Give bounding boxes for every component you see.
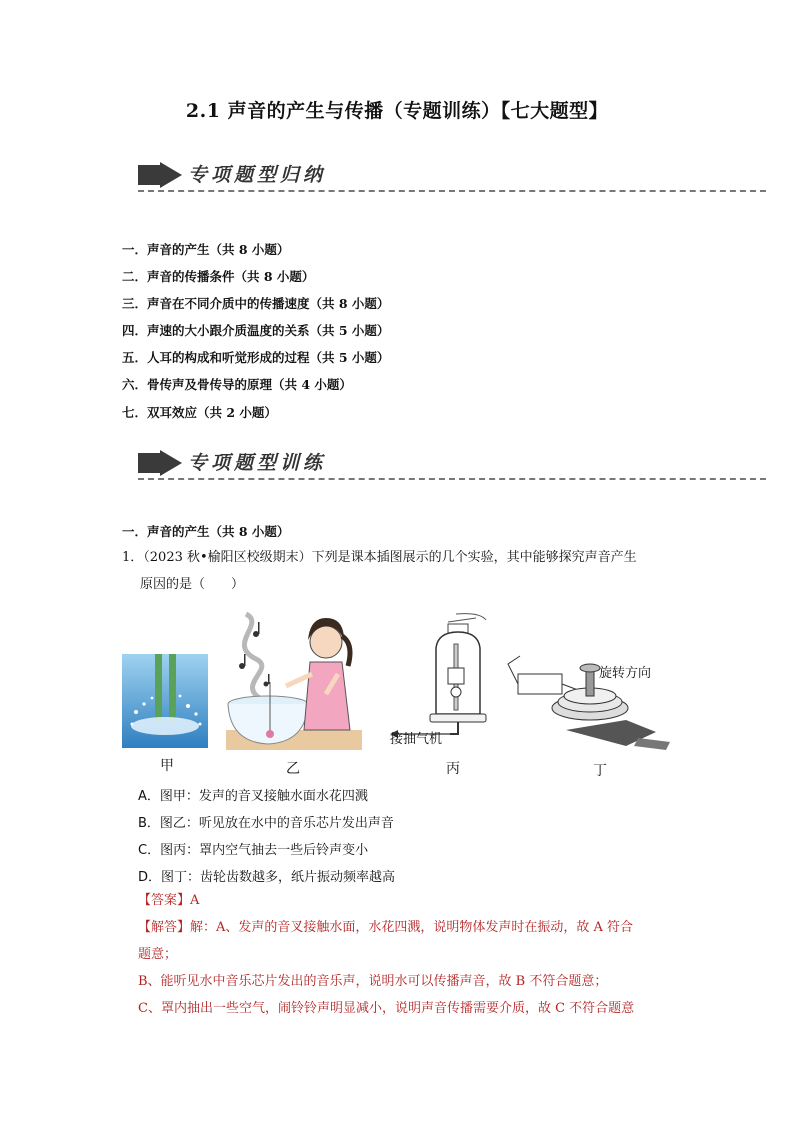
option-b: B．图乙：听见放在水中的音乐芯片发出声音 (138, 816, 394, 831)
question-stem-continued: 原因的是（ ） (140, 577, 245, 592)
analysis-tag: 【解答】 (138, 920, 191, 935)
toc-item: 七．双耳效应（共 2 小题） (122, 405, 277, 420)
figure-caption-jia: 甲 (160, 758, 174, 774)
option-c: C．图丙：罩内空气抽去一些后铃声变小 (138, 843, 369, 858)
analysis-line: C、罩内抽出一些空气，闹铃铃声明显减小，说明声音传播需要介质，故 C 不符合题意 (138, 1001, 635, 1016)
toc-item: 一．声音的产生（共 8 小题） (122, 242, 290, 257)
question-number: 1． (122, 550, 144, 565)
question-1 (122, 544, 682, 598)
arrow-icon (138, 162, 182, 188)
figure-caption-ding: 丁 (593, 763, 607, 779)
answer: 【答案】A (138, 893, 200, 908)
toc-item: 三．声音在不同介质中的传播速度（共 8 小题） (122, 296, 390, 311)
page-title: 2.1 声音的产生与传播（专题训练）【七大题型】 (185, 100, 609, 122)
pump-label: 接抽气机 (390, 732, 443, 747)
dashed-divider (138, 478, 766, 480)
section-heading: 一．声音的产生（共 8 小题） (122, 524, 290, 539)
question-stem: （2023 秋•榆阳区校级期末）下列是课本插图展示的几个实验，其中能够探究声音产生 (143, 550, 637, 565)
dashed-divider (138, 190, 766, 192)
analysis-line: B、能听见水中音乐芯片发出的音乐声，说明水可以传播声音，故 B 不符合题意； (138, 974, 608, 989)
toc-item: 六．骨传声及骨传导的原理（共 4 小题） (122, 377, 352, 392)
figure-caption-yi: 乙 (286, 761, 300, 777)
analysis (138, 914, 678, 1022)
rotate-direction-label: 旋转方向 (599, 666, 652, 681)
banner-title: 专项题型训练 (188, 452, 327, 474)
figure-jia-tuning-fork (122, 654, 208, 748)
section-banner-training (138, 448, 766, 488)
option-a: A．图甲：发声的音叉接触水面水花四溅 (138, 789, 368, 804)
arrow-icon (138, 450, 182, 476)
figure-yi-music-chip (226, 604, 362, 750)
banner-title: 专项题型归纳 (188, 164, 327, 186)
analysis-line: 解：A、发声的音叉接触水面，水花四溅，说明物体发声时在振动，故 A 符合 (190, 920, 634, 935)
toc-item: 二．声音的传播条件（共 8 小题） (122, 269, 315, 284)
analysis-line: 题意； (138, 947, 178, 962)
toc-item: 五．人耳的构成和听觉形成的过程（共 5 小题） (122, 350, 390, 365)
section-banner-summary (138, 160, 766, 200)
figure-caption-bing: 丙 (446, 761, 460, 777)
option-d: D．图丁：齿轮齿数越多，纸片振动频率越高 (138, 870, 396, 885)
toc-item: 四．声速的大小跟介质温度的关系（共 5 小题） (122, 323, 390, 338)
